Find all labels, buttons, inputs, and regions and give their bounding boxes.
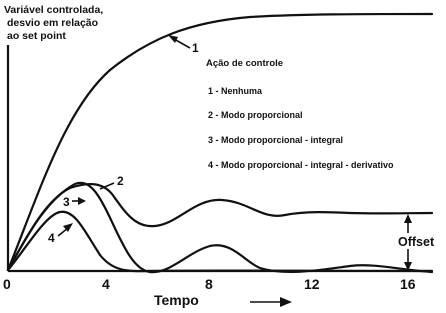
curve-2-label: 2: [117, 174, 124, 188]
legend-item-4: 4 - Modo proporcional - integral - derivativo: [208, 160, 394, 170]
legend-item-1: 1 - Nenhuma: [208, 86, 263, 96]
curve-4-proportional-integral-derivative: [8, 212, 432, 271]
x-tick-label-12: 12: [304, 276, 320, 292]
curve-4-label: 4: [48, 231, 55, 245]
curve-3-pointer-head: [78, 197, 86, 205]
time-arrow-head: [280, 297, 292, 307]
curve-1-pointer-head: [168, 35, 178, 43]
x-tick-label-16: 16: [400, 276, 416, 292]
offset-marker-head-top: [404, 214, 412, 223]
y-axis-label-line-2: desvio em relação: [7, 17, 99, 29]
x-tick-label-4: 4: [102, 276, 110, 292]
curve-1-label: 1: [192, 41, 199, 55]
legend-item-3: 3 - Modo proporcional - integral: [208, 135, 343, 145]
x-tick-label-8: 8: [205, 276, 213, 292]
x-axis-label: Tempo: [154, 292, 199, 308]
x-tick-label-0: 0: [3, 276, 11, 292]
curve-3-label: 3: [63, 195, 70, 209]
curve-3-proportional-integral: [8, 183, 432, 272]
y-axis-label-line-1: Variável controlada,: [4, 4, 104, 16]
legend-title: Ação de controle: [206, 58, 284, 69]
curve-1-pointer: [174, 39, 190, 48]
legend-item-2: 2 - Modo proporcional: [208, 110, 303, 120]
curve-2-proportional: [8, 184, 432, 270]
y-axis-label-line-3: ao set point: [7, 30, 66, 42]
offset-label: Offset: [398, 235, 435, 249]
